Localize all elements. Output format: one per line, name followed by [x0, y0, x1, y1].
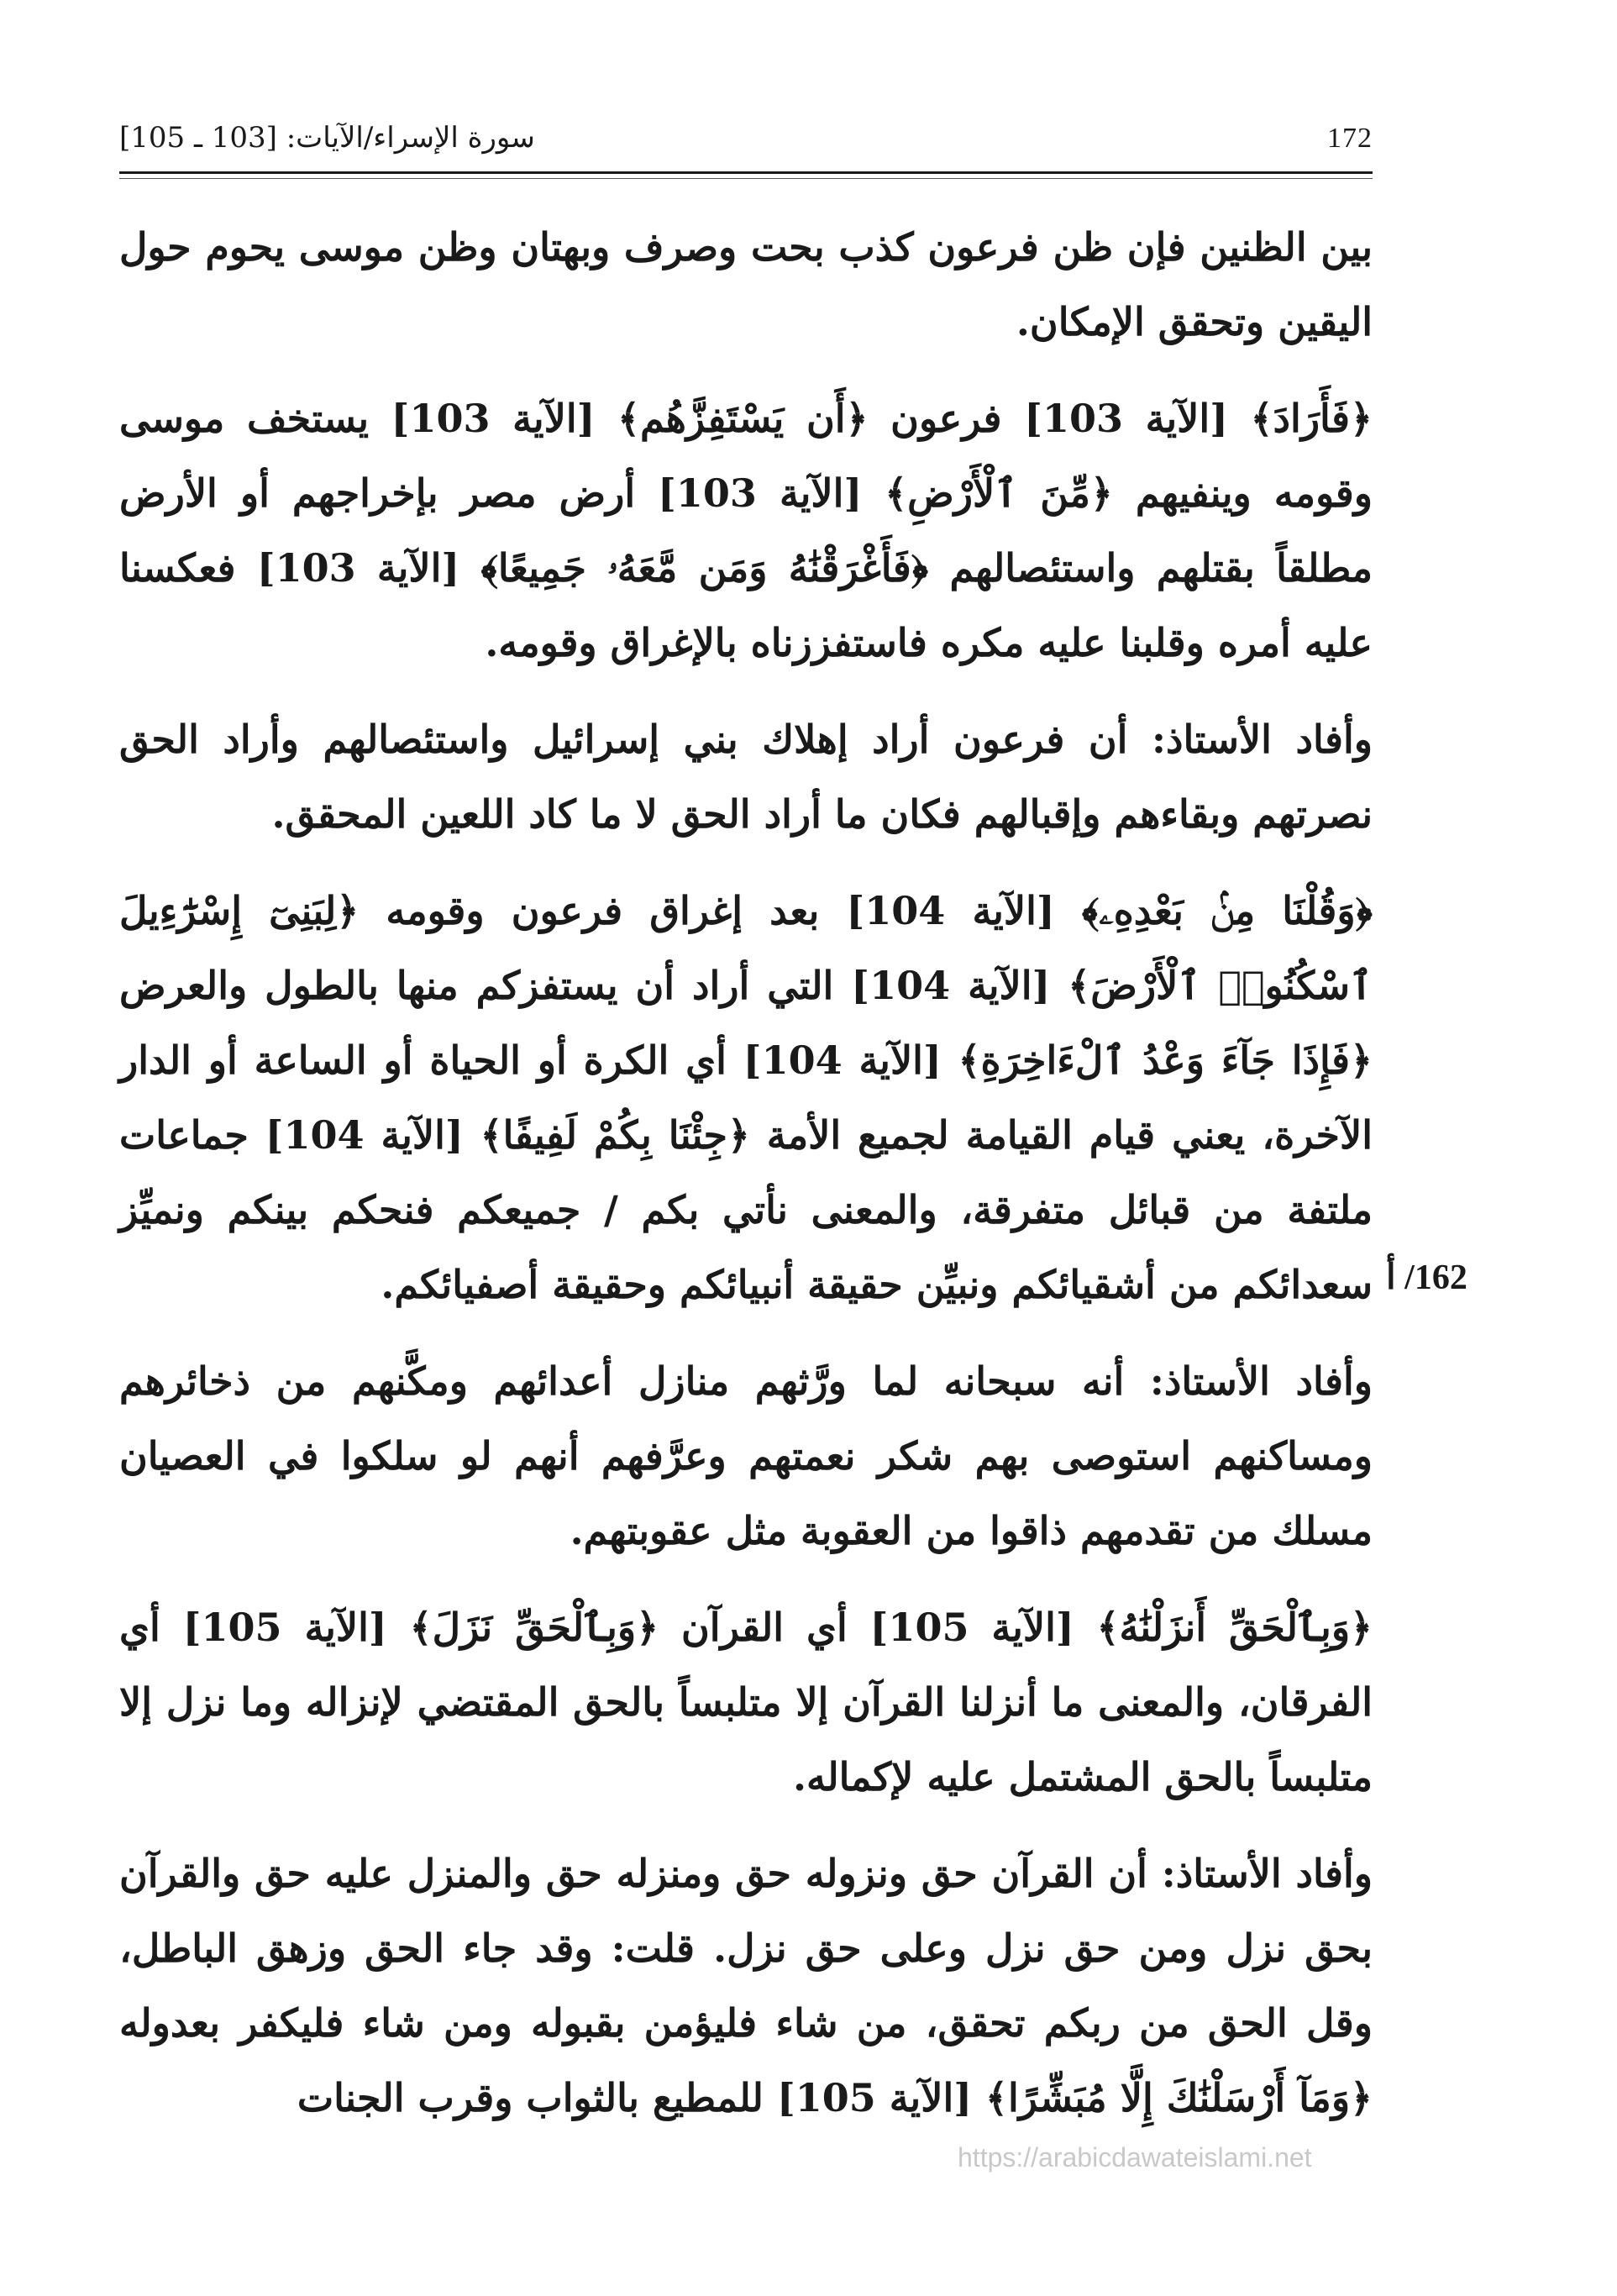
- paragraph-2: ﴿فَأَرَادَ﴾ [الآية 103] فرعون ﴿أَن يَسْتَفِزَّهُم﴾ [الآية 103] يستخف موسى وقومه وينفيهم ﴿مِّنَ ٱلْأَرْضِ﴾ [الآية 103] أرض مصر بإخراجهم أو الأرض مطلقاً بقتلهم واستئصالهم ﴿فَأَغْرَقْنَٰهُ وَمَن مَّعَهُۥ جَمِيعًا﴾ [الآية 103] فعكسنا عليه أمره وقلبنا عليه مكره فاستفززناه بالإغراق وقومه.: [119, 396, 1373, 665]
- header-divider-thin: [119, 178, 1373, 179]
- paragraph-7: وأفاد الأستاذ: أن القرآن حق ونزوله حق ومنزله حق والمنزل عليه حق والقرآن بحق نزل ومن حق نزل وعلى حق نزل. قلت: وقد جاء الحق وزهق الباطل، وقل الحق من ربكم تحقق، من شاء فليؤمن بقبوله ومن شاء فليكفر بعدوله ﴿وَمَآ أَرْسَلْنَٰكَ إِلَّا مُبَشِّرًا﴾ [الآية 105] للمطيع بالثواب وقرب الجنات: [119, 1851, 1373, 2120]
- running-title: سورة الإسراء/الآيات: [103 ـ 105]: [119, 121, 535, 155]
- watermark-url: https://arabicdawateislami.net: [958, 2142, 1312, 2173]
- paragraph-5: وأفاد الأستاذ: أنه سبحانه لما ورَّثهم منازل أعدائهم ومكَّنهم من ذخائرهم ومساكنهم استوصى بهم شكر نعمتهم وعرَّفهم أنهم لو سلكوا في العصيان مسلك من تقدمهم ذاقوا من العقوبة مثل عقوبتهم.: [119, 1358, 1373, 1553]
- paragraph-3: وأفاد الأستاذ: أن فرعون أراد إهلاك بني إسرائيل واستئصالهم وأراد الحق نصرتهم وبقاءهم وإقبالهم فكان ما أراد الحق لا ما كاد اللعين المحقق.: [119, 717, 1373, 837]
- running-header: [119, 116, 1373, 166]
- paragraph-1: بين الظنين فإن ظن فرعون كذب بحت وصرف وبهتان وظن موسى يحوم حول اليقين وتحقق الإمكان.: [119, 224, 1373, 344]
- main-text: [119, 210, 1373, 2157]
- manuscript-folio-note: 162/ أ: [1386, 1258, 1467, 1297]
- paragraph-4: ﴿وَقُلْنَا مِنۢ بَعْدِهِۦ﴾ [الآية 104] بعد إغراق فرعون وقومه ﴿لِبَنِىٓ إِسْرَٰٓءِيلَ ٱسْكُنُوا۟ ٱلْأَرْضَ﴾ [الآية 104] التي أراد أن يستفزكم منها بالطول والعرض ﴿فَإِذَا جَآءَ وَعْدُ ٱلْءَاخِرَةِ﴾ [الآية 104] أي الكرة أو الحياة أو الساعة أو الدار الآخرة، يعني قيام القيامة لجميع الأمة ﴿جِئْنَا بِكُمْ لَفِيفًا﴾ [الآية 104] جماعات ملتفة من قبائل متفرقة، والمعنى نأتي بكم / جميعكم فنحكم بينكم ونميِّز سعدائكم من أشقيائكم ونبيِّن حقيقة أنبيائكم وحقيقة أصفيائكم.: [119, 888, 1373, 1307]
- page-number: 172: [1327, 123, 1373, 154]
- paragraph-6: ﴿وَبِٱلْحَقِّ أَنزَلْنَٰهُ﴾ [الآية 105] أي القرآن ﴿وَبِٱلْحَقِّ نَزَلَ﴾ [الآية 105] أي الفرقان، والمعنى ما أنزلنا القرآن إلا متلبساً بالحق المقتضي لإنزاله وما نزل إلا متلبساً بالحق المشتمل عليه لإكماله.: [119, 1605, 1373, 1799]
- header-divider: [119, 171, 1373, 174]
